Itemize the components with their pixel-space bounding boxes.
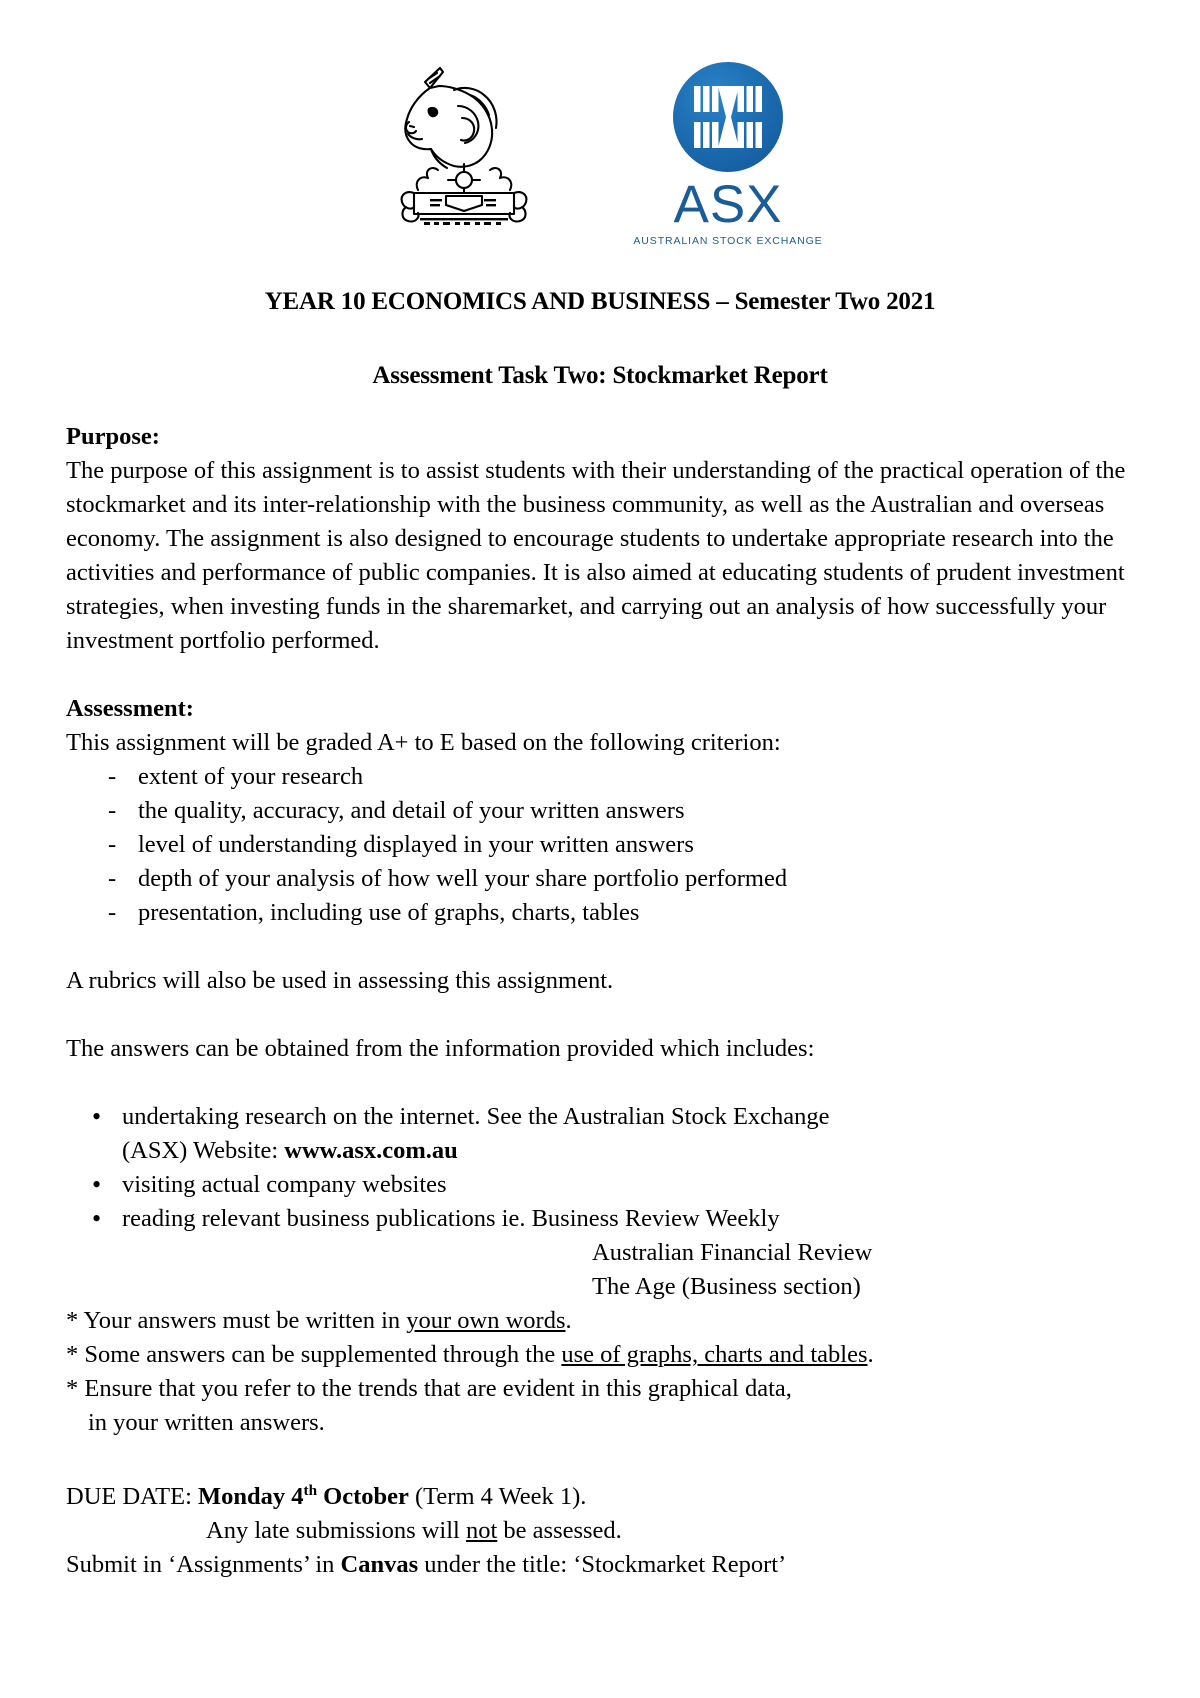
spacer bbox=[66, 390, 1136, 420]
spacer bbox=[66, 998, 1136, 1032]
note-prefix: * Your answers must be written in bbox=[66, 1307, 407, 1334]
publication-item: The Age (Business section) bbox=[592, 1273, 861, 1300]
note-underlined: your own words bbox=[406, 1307, 566, 1334]
due-date-label: DUE DATE: bbox=[66, 1483, 199, 1511]
source-line-2 bbox=[122, 1134, 1136, 1168]
due-date-ordinal: th bbox=[303, 1482, 318, 1499]
late-suffix: be assessed. bbox=[497, 1517, 622, 1545]
asx-wordmark: ASX bbox=[673, 175, 783, 234]
asx-emblem-icon bbox=[673, 62, 783, 172]
purpose-heading: Purpose: bbox=[66, 423, 160, 450]
assessment-criteria-list bbox=[66, 760, 1136, 930]
asx-website-label: (ASX) Website: bbox=[122, 1137, 285, 1164]
list-item: - extent of your research bbox=[106, 760, 1136, 794]
publication-item: Australian Financial Review bbox=[592, 1239, 873, 1266]
source-line-1: reading relevant business publications ie. Business Review Weekly bbox=[122, 1205, 780, 1232]
list-item bbox=[92, 1202, 1136, 1304]
assessment-heading: Assessment: bbox=[66, 695, 194, 722]
sources-intro: The answers can be obtained from the information provided which includes: bbox=[66, 1035, 815, 1062]
school-crest-icon bbox=[384, 62, 544, 232]
spacer bbox=[66, 658, 1136, 692]
list-item: - the quality, accuracy, and detail of your written answers bbox=[106, 794, 1136, 828]
note-graphs-charts bbox=[66, 1338, 1136, 1372]
asx-logo bbox=[633, 62, 823, 252]
note-suffix: . bbox=[867, 1341, 874, 1368]
logo-band bbox=[0, 0, 1200, 262]
due-date-term: (Term 4 Week 1). bbox=[408, 1483, 587, 1511]
list-item: - presentation, including use of graphs, charts, tables bbox=[106, 896, 1136, 930]
submit-instruction bbox=[66, 1548, 1136, 1582]
due-date-day: Monday 4 bbox=[198, 1483, 304, 1511]
document-body bbox=[0, 390, 1200, 1582]
submit-prefix: Submit in ‘Assignments’ in bbox=[66, 1551, 341, 1579]
sources-list bbox=[66, 1100, 1136, 1304]
document-title: YEAR 10 ECONOMICS AND BUSINESS – Semester Two 2021 bbox=[264, 288, 936, 315]
asx-website-url: www.asx.com.au bbox=[284, 1137, 458, 1164]
note-prefix: * Some answers can be supplemented through the bbox=[66, 1341, 562, 1368]
note-own-words bbox=[66, 1304, 1136, 1338]
note-trends-continuation: in your written answers. bbox=[88, 1409, 325, 1436]
note-suffix: . bbox=[565, 1307, 572, 1334]
due-date-line bbox=[66, 1474, 1136, 1514]
due-date-value bbox=[198, 1483, 409, 1510]
list-item bbox=[92, 1100, 1136, 1168]
late-submission-note bbox=[66, 1514, 1136, 1548]
spacer bbox=[66, 1440, 1136, 1474]
due-date-month: October bbox=[317, 1483, 409, 1511]
spacer bbox=[66, 930, 1136, 964]
asx-tagline: AUSTRALIAN STOCK EXCHANGE bbox=[633, 235, 823, 247]
list-item: - depth of your analysis of how well your share portfolio performed bbox=[106, 862, 1136, 896]
list-item: - level of understanding displayed in your written answers bbox=[106, 828, 1136, 862]
note-trends: * Ensure that you refer to the trends that are evident in this graphical data, bbox=[66, 1375, 792, 1402]
list-item: • visiting actual company websites bbox=[92, 1168, 1136, 1202]
source-line-1: undertaking research on the internet. See the Australian Stock Exchange bbox=[122, 1103, 830, 1130]
note-underlined: use of graphs, charts and tables bbox=[561, 1341, 868, 1368]
late-underlined: not bbox=[465, 1517, 498, 1545]
late-prefix: Any late submissions will bbox=[206, 1517, 466, 1545]
submit-suffix: under the title: ‘Stockmarket Report’ bbox=[418, 1551, 787, 1579]
purpose-paragraph: The purpose of this assignment is to assist students with their understanding of the practical operation of the stockmarket and its inter-relationship with the business community, as well as the Australian and overseas economy. The assignment is also designed to encourage students to undertake appropriate research into the activities and performance of public companies. It is also aimed at educating students of prudent investment strategies, when investing funds in the sharemarket, and carrying out an analysis of how successfully your investment portfolio performed. bbox=[66, 457, 1126, 654]
document-subtitle: Assessment Task Two: Stockmarket Report bbox=[372, 362, 828, 389]
spacer bbox=[66, 1066, 1136, 1100]
assessment-intro: This assignment will be graded A+ to E based on the following criterion: bbox=[66, 729, 781, 756]
rubrics-note: A rubrics will also be used in assessing this assignment. bbox=[66, 967, 614, 994]
submit-platform: Canvas bbox=[340, 1551, 419, 1579]
